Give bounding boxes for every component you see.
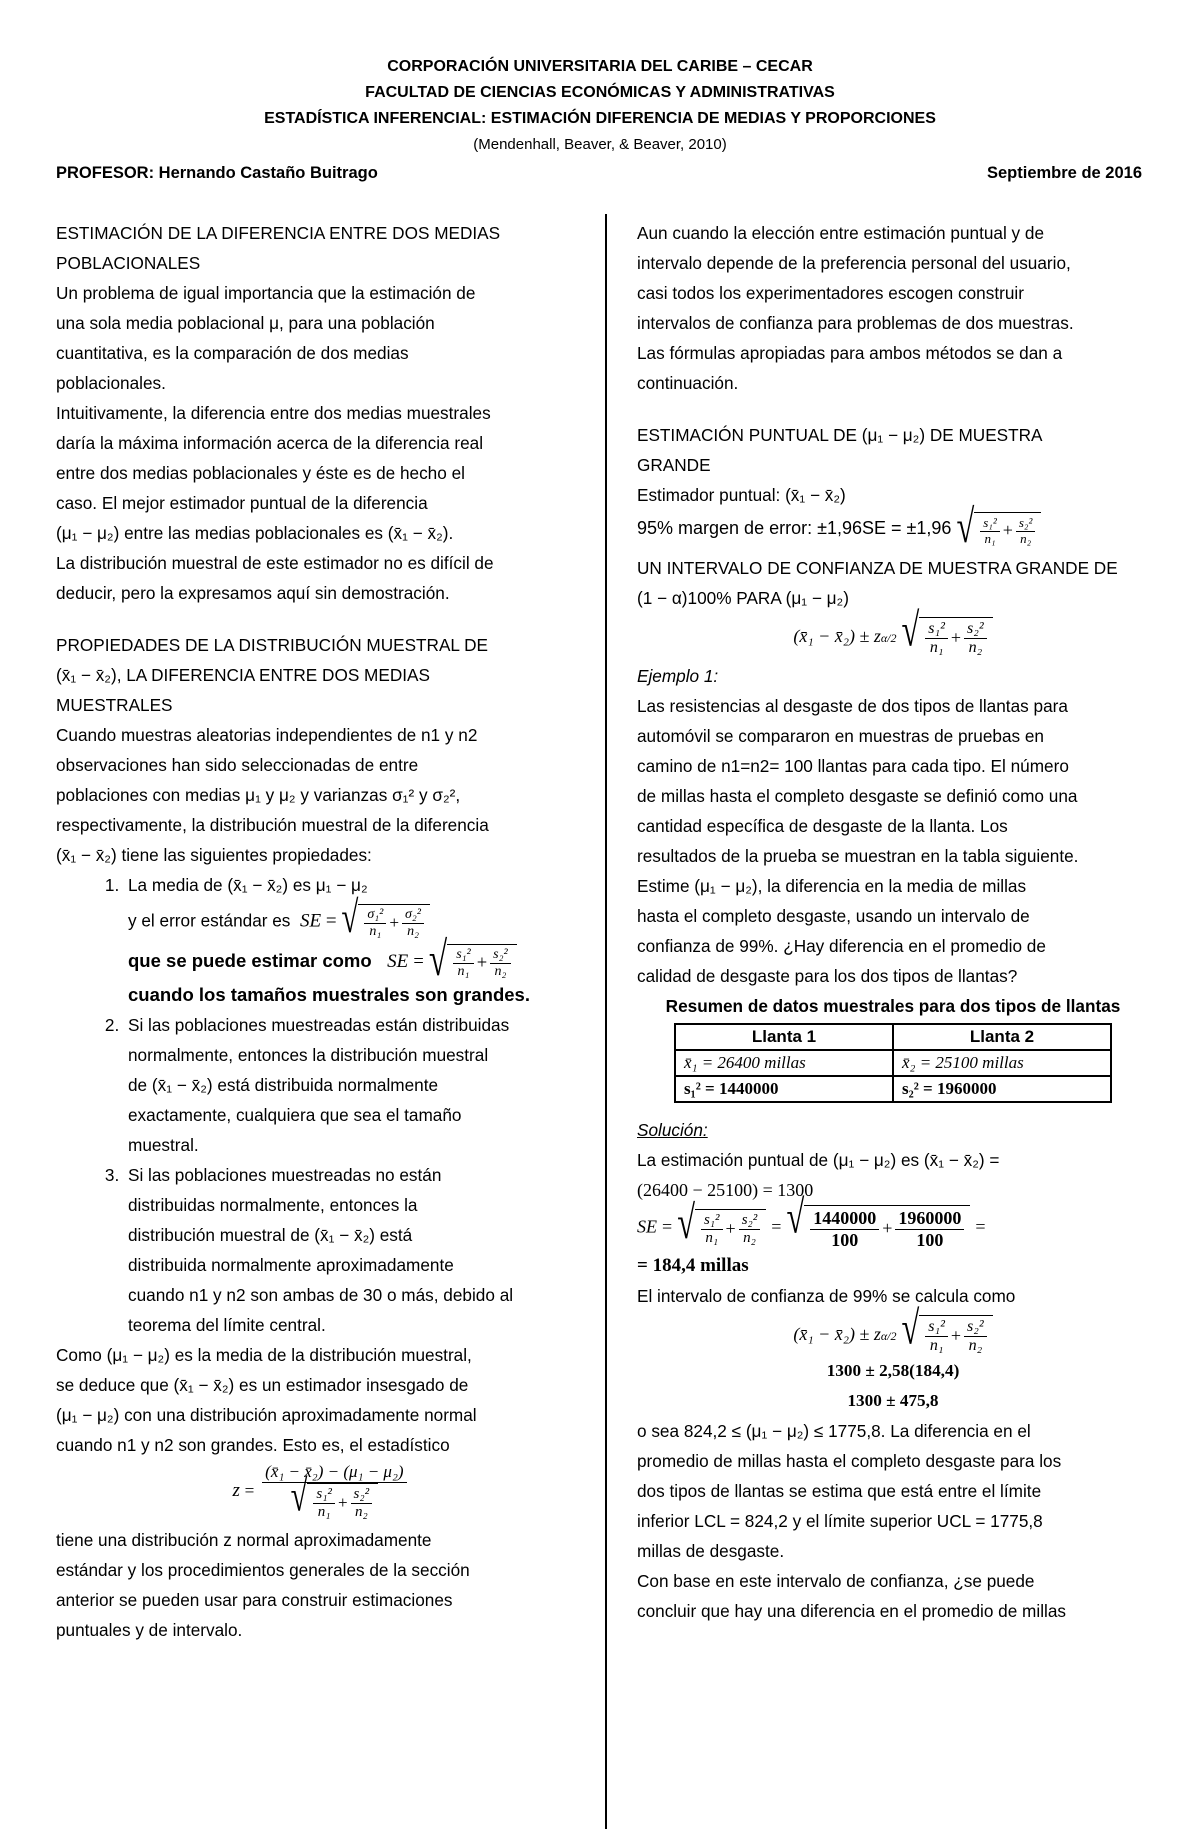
paragraph-line: calidad de desgaste para los dos tipos de llantas? — [637, 966, 1018, 987]
paragraph-line: tiene una distribución z normal aproximadamente — [56, 1530, 432, 1551]
paragraph-line: Cuando muestras aleatorias independientes de n1 y n2 — [56, 725, 478, 745]
paragraph-line: una sola media poblacional μ, para una población — [56, 313, 435, 333]
calculation-line: 1300 ± 2,58(184,4) — [826, 1360, 960, 1380]
confidence-interval-formula: (x̄₁ − x̄₂) ± zα/2 √ $\frac{\text{s₁²}}{\text{n₁}}$ + $\frac{\text{s₂²}}{\text{n₂}}$ — [637, 1315, 1149, 1356]
paragraph-line: (μ₁ − μ₂) con una distribución aproximadamente normal — [56, 1405, 477, 1426]
table-cell: x̄₁ = 26400 millas — [675, 1050, 893, 1076]
paragraph-line: El intervalo de confianza de 99% se calcula como — [637, 1285, 1016, 1306]
paragraph-line: hasta el completo desgaste, usando un intervalo de — [637, 906, 1030, 927]
standard-error-result: = 184,4 millas — [637, 1254, 749, 1276]
paragraph-line: se deduce que (x̄₁ − x̄₂) es un estimador insesgado de — [56, 1375, 469, 1396]
left-column — [56, 218, 586, 1645]
paragraph-line: (μ₁ − μ₂) entre las medias poblacionales es (x̄₁ − x̄₂). — [56, 523, 454, 543]
table-cell: s₁² = 1440000 — [675, 1076, 893, 1102]
properties-list — [56, 870, 586, 1340]
paragraph-line: Aun cuando la elección entre estimación puntual y de — [637, 223, 1045, 243]
list-item: 2. Si las poblaciones muestreadas están distribuidas normalmente, entonces la distribución muestral de (x̄₁ − x̄₂) está distribuida normalmente exactamente, cualquiera que sea el tamaño muestral. — [124, 1010, 586, 1160]
paragraph-line: caso. El mejor estimador puntual de la diferencia — [56, 493, 428, 513]
standard-error-calculation: SE = √ $\frac{\text{s₁²}}{\text{n₁}}$ + $\frac{\text{s₂²}}{\text{n₂}}$ = √ $\frac{1440000}{100}$ + $\frac{1960000}{100}$ = — [637, 1192, 986, 1251]
section-title: ESTIMACIÓN PUNTUAL DE (μ₁ − μ₂) DE MUESTRA — [637, 425, 1043, 445]
paragraph-line: de millas hasta el completo desgaste se definió como una — [637, 786, 1078, 807]
paragraph-line: Como (μ₁ − μ₂) es la media de la distribución muestral, — [56, 1345, 472, 1366]
paragraph-line: La distribución muestral de este estimador no es difícil de — [56, 553, 494, 573]
table-header: Llanta 1 — [675, 1024, 893, 1050]
sample-data-table — [674, 1023, 1112, 1103]
example-title: Ejemplo 1: — [637, 666, 719, 687]
section-title: (x̄₁ − x̄₂), LA DIFERENCIA ENTRE DOS MEDIAS — [56, 665, 430, 685]
paragraph-line: continuación. — [637, 373, 739, 393]
paragraph-line: dos tipos de llantas se estima que está entre el límite — [637, 1480, 1042, 1501]
paragraph-line: Estime (μ₁ − μ₂), la diferencia en la media de millas — [637, 876, 1027, 897]
institution-title: CORPORACIÓN UNIVERSITARIA DEL CARIBE – CECAR — [387, 58, 813, 75]
paragraph-line: deducir, pero la expresamos aquí sin demostración. — [56, 583, 450, 603]
section-title: POBLACIONALES — [56, 253, 201, 273]
paragraph-line: cantidad específica de desgaste de la llanta. Los — [637, 816, 1008, 837]
section-title: ESTIMACIÓN DE LA DIFERENCIA ENTRE DOS MEDIAS — [56, 223, 501, 243]
paragraph-line: respectivamente, la distribución muestral de la diferencia — [56, 815, 489, 835]
table-row — [675, 1050, 1111, 1076]
paragraph-line: observaciones han sido seleccionadas de entre — [56, 755, 419, 775]
margin-of-error-formula: 95% margen de error: ±1,96SE = ±1,96 √ $\frac{\text{s₁²}}{\text{n₁}}$ + $\frac{\text{s₂²}}{\text{n₂}}$ — [637, 512, 1149, 547]
paragraph-line: (x̄₁ − x̄₂) tiene las siguientes propiedades: — [56, 845, 372, 865]
paragraph-line: puntuales y de intervalo. — [56, 1620, 243, 1641]
se-formula: y el error estándar es SE = √ $\frac{\text{σ₁²}}{\text{n₁}}$ + $\frac{\text{σ₂²}}{\text{n₂}}$ — [128, 904, 586, 940]
section-title: GRANDE — [637, 455, 711, 475]
paragraph-line: cuando n1 y n2 son grandes. Esto es, el estadístico — [56, 1435, 450, 1456]
paragraph-line: Las fórmulas apropiadas para ambos métodos se dan a — [637, 343, 1063, 363]
paragraph-line: millas de desgaste. — [637, 1540, 785, 1561]
list-item: 3. Si las poblaciones muestreadas no están distribuidas normalmente, entonces la distribución muestral de (x̄₁ − x̄₂) está distribuida normalmente aproximadamente cuando n1 y n2 son ambas de 30 o más, debido al teorema del límite central. — [124, 1160, 586, 1340]
table-row — [675, 1076, 1111, 1102]
paragraph-line: o sea 824,2 ≤ (μ₁ − μ₂) ≤ 1775,8. La diferencia en el — [637, 1420, 1031, 1441]
table-cell: x̄₂ = 25100 millas — [893, 1050, 1111, 1076]
point-estimator: Estimador puntual: (x̄₁ − x̄₂) — [637, 485, 846, 505]
paragraph-line: promedio de millas hasta el completo desgaste para los — [637, 1450, 1062, 1471]
paragraph-line: casi todos los experimentadores escogen construir — [637, 283, 1024, 303]
column-divider — [605, 214, 607, 1829]
right-column — [637, 218, 1149, 1626]
calculation-line: 1300 ± 475,8 — [847, 1390, 939, 1410]
paragraph-line: resultados de la prueba se muestran en la tabla siguiente. — [637, 846, 1079, 867]
section-title: UN INTERVALO DE CONFIANZA DE MUESTRA GRANDE DE — [637, 557, 1118, 578]
paragraph-line: concluir que hay una diferencia en el promedio de millas — [637, 1600, 1066, 1621]
confidence-interval-formula: (x̄₁ − x̄₂) ± zα/2 √ $\frac{\text{s₁²}}{\text{n₁}}$ + $\frac{\text{s₂²}}{\text{n₂}}$ — [637, 617, 1149, 658]
course-title: ESTADÍSTICA INFERENCIAL: ESTIMACIÓN DIFERENCIA DE MEDIAS Y PROPORCIONES — [264, 110, 936, 127]
table-header: Llanta 2 — [893, 1024, 1111, 1050]
table-title: Resumen de datos muestrales para dos tipos de llantas — [665, 996, 1121, 1017]
paragraph-line: daría la máxima información acerca de la diferencia real — [56, 433, 484, 453]
section-title: PROPIEDADES DE LA DISTRIBUCIÓN MUESTRAL DE — [56, 635, 489, 655]
paragraph-line: intervalos de confianza para problemas de dos muestras. — [637, 313, 1074, 333]
list-item: 1. La media de (x̄₁ − x̄₂) es μ₁ − μ₂ y el error estándar es SE = √ $\frac{\text{σ₁²}}{\text{n₁}}$ + $\frac{\text{σ₂²}}{\text{n₂}}$ que se puede estimar como SE = √ $\frac{\text{s₁²}}{\text{n₁}}$ + $\frac{\text{s₂²}}{\text{n₂}}$ cuando los tamaños muestrales son grandes. — [124, 870, 586, 1010]
z-statistic-formula: z = (x̄₁ − x̄₂) − (μ₁ − μ₂) √ $\frac{\text{s₁²}}{\text{n₁}}$ + $\frac{\text{s₂²}}{\text{n₂}}$ — [56, 1462, 586, 1521]
paragraph-line: (26400 − 25100) = 1300 — [637, 1180, 814, 1201]
se-estimate-formula: que se puede estimar como SE = √ $\frac{\text{s₁²}}{\text{n₁}}$ + $\frac{\text{s₂²}}{\text{n₂}}$ — [128, 944, 586, 980]
paragraph-line: cuantitativa, es la comparación de dos medias — [56, 343, 409, 363]
paragraph-line: La estimación puntual de (μ₁ − μ₂) es (x̄₁ − x̄₂) = — [637, 1150, 1000, 1171]
document-date: Septiembre de 2016 — [987, 164, 1142, 182]
paragraph-line: camino de n1=n2= 100 llantas para cada tipo. El número — [637, 756, 1069, 777]
section-title: MUESTRALES — [56, 695, 173, 715]
paragraph-line: automóvil se compararon en muestras de pruebas en — [637, 726, 1044, 747]
table-row — [675, 1024, 1111, 1050]
paragraph-line: poblacionales. — [56, 373, 166, 393]
paragraph-line: Las resistencias al desgaste de dos tipos de llantas para — [637, 696, 1068, 717]
citation: (Mendenhall, Beaver, & Beaver, 2010) — [473, 136, 727, 153]
section-title: (1 − α)100% PARA (μ₁ − μ₂) — [637, 587, 849, 608]
paragraph-line: inferior LCL = 824,2 y el límite superior UCL = 1775,8 — [637, 1510, 1043, 1531]
paragraph-line: intervalo depende de la preferencia personal del usuario, — [637, 253, 1071, 273]
paragraph-line: entre dos medias poblacionales y éste es de hecho el — [56, 463, 465, 483]
faculty-title: FACULTAD DE CIENCIAS ECONÓMICAS Y ADMINISTRATIVAS — [365, 84, 835, 101]
paragraph-line: confianza de 99%. ¿Hay diferencia en el promedio de — [637, 936, 1046, 957]
table-cell: s₂² = 1960000 — [893, 1076, 1111, 1102]
paragraph-line: anterior se pueden usar para construir estimaciones — [56, 1590, 453, 1611]
solution-title: Solución: — [637, 1120, 708, 1141]
paragraph-line: Intuitivamente, la diferencia entre dos medias muestrales — [56, 403, 491, 423]
paragraph-line: Con base en este intervalo de confianza, ¿se puede — [637, 1570, 1035, 1591]
paragraph-line: Un problema de igual importancia que la estimación de — [56, 283, 476, 303]
paragraph-line: poblaciones con medias μ₁ y μ₂ y varianzas σ₁² y σ₂², — [56, 785, 461, 805]
paragraph-line: estándar y los procedimientos generales de la sección — [56, 1560, 470, 1581]
professor-name: PROFESOR: Hernando Castaño Buitrago — [56, 164, 378, 182]
